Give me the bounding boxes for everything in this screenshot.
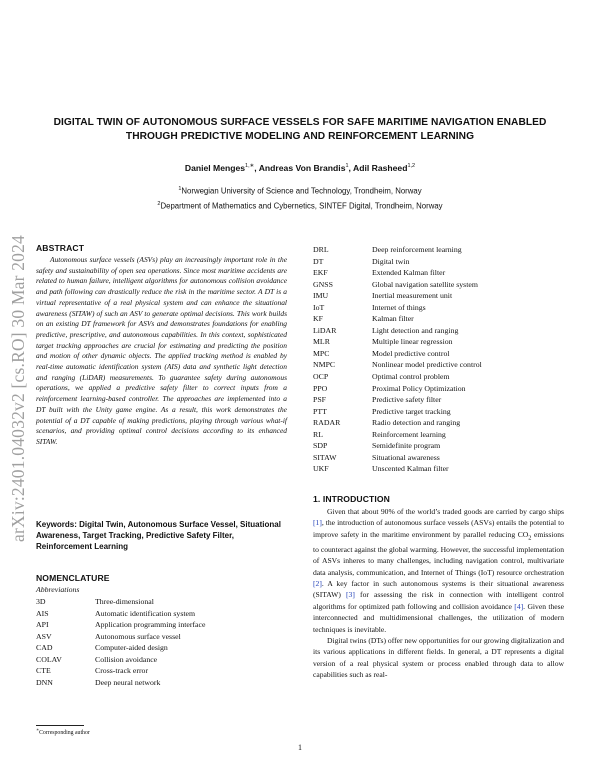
abbreviation-definition: Nonlinear model predictive control	[372, 360, 482, 370]
introduction-heading: 1. INTRODUCTION	[313, 494, 390, 504]
affiliation-text: Norwegian University of Science and Technology, Trondheim, Norway	[181, 186, 422, 196]
abbreviation-definition: Three-dimensional	[95, 597, 154, 606]
abbreviation-definition: Inertial measurement unit	[372, 291, 453, 301]
abbreviation-row	[36, 677, 296, 689]
abbreviation-definition: Digital twin	[372, 256, 410, 266]
abbreviation-row	[36, 665, 296, 677]
abbreviation-term: RADAR	[313, 418, 341, 428]
abbreviation-row	[313, 359, 573, 371]
abbreviation-term: OCP	[313, 372, 329, 382]
abbreviation-row	[313, 279, 573, 291]
abbreviation-term: NMPC	[313, 360, 336, 370]
abbreviation-row	[313, 267, 573, 279]
abbreviation-row	[36, 596, 296, 608]
citation-link[interactable]: [2]	[313, 578, 322, 588]
abbreviation-row	[313, 463, 573, 475]
abbreviation-definition: Predictive target tracking	[372, 406, 451, 416]
abbreviation-list-left	[36, 596, 296, 688]
introduction-paragraph: Digital twins (DTs) offer new opportunities for our growing digitalization and its various applications in different fields. In general, a DT represents a digital version of a real physical system or process enabled through data to allow capabilities such as real-	[313, 635, 564, 680]
abbreviation-term: DRL	[313, 245, 329, 254]
abbreviation-term: DT	[313, 256, 324, 266]
abbreviation-term: DNN	[36, 677, 53, 687]
affiliation-mark: 2	[157, 200, 161, 207]
affiliation-text: Department of Mathematics and Cybernetics, SINTEF Digital, Trondheim, Norway	[160, 201, 443, 211]
abbreviation-term: LiDAR	[313, 325, 337, 335]
abbreviation-term: RL	[313, 429, 323, 439]
abbreviation-term: SDP	[313, 441, 328, 451]
citation-link[interactable]: [4]	[514, 601, 524, 611]
abbreviation-definition: Internet of things	[372, 302, 426, 312]
abbreviation-definition: Predictive safety filter	[372, 395, 442, 405]
author-affiliation-mark: 1	[345, 163, 349, 170]
abbreviation-row	[313, 302, 573, 314]
abbreviation-term: API	[36, 620, 49, 630]
paragraph-text: . Given these interconnected and multidimensional challenges, the utilization of modern techniques is inevitable.	[313, 601, 564, 634]
abbreviation-row	[36, 642, 296, 654]
paragraph-text: , the introduction of autonomous surface vessels (ASVs) entails the potential to improve safety in the maritime environment by parallel reducing CO	[313, 518, 564, 539]
author-separator: ,	[348, 163, 354, 173]
abbreviation-row	[313, 394, 573, 406]
abbreviation-row	[313, 313, 573, 325]
page-number: 1	[298, 743, 302, 752]
abbreviation-term: IMU	[313, 291, 329, 301]
affiliation-list	[30, 183, 570, 212]
introduction-body	[313, 506, 564, 681]
abbreviation-definition: Reinforcement learning	[372, 429, 446, 439]
nomenclature-heading: NOMENCLATURE	[36, 573, 110, 583]
abbreviation-row	[313, 429, 573, 441]
abbreviation-term: COLAV	[36, 654, 62, 664]
abbreviation-row	[313, 348, 573, 360]
footnote-divider	[36, 725, 84, 726]
author-list	[30, 163, 570, 173]
abbreviation-row	[36, 608, 296, 620]
abbreviation-list-right	[313, 244, 573, 475]
abbreviation-term: KF	[313, 314, 323, 324]
abstract-heading: ABSTRACT	[36, 243, 85, 253]
paragraph-text: emissions to counteract against the global warming. However, the successful implementation of ASVs inheres to many challenges, including navigation control, multivariate data analysis, communication, and Internet of Things (IoT) resource orchestration	[313, 529, 564, 577]
abbreviation-definition: Global navigation satellite system	[372, 279, 478, 289]
abbreviation-term: 3D	[36, 597, 46, 606]
paragraph-text: . A key factor in such autonomous systems is their situational awareness (SITAW)	[313, 578, 564, 600]
abbreviation-row	[313, 452, 573, 464]
abbreviation-definition: Proximal Policy Optimization	[372, 383, 466, 393]
abbreviation-definition: Model predictive control	[372, 348, 450, 358]
abbreviation-row	[313, 440, 573, 452]
abbreviation-definition: Collision avoidance	[95, 654, 158, 664]
subscript: 2	[528, 534, 532, 542]
abbreviation-term: EKF	[313, 268, 328, 278]
abbreviation-row	[313, 383, 573, 395]
keywords: Keywords: Digital Twin, Autonomous Surface Vessel, Situational Awareness, Target Tracking, Predictive Safety Filter, Reinforcement Learning	[36, 520, 281, 551]
abbreviation-row	[313, 325, 573, 337]
introduction-paragraph	[313, 506, 564, 635]
arxiv-identifier-text: arXiv:2401.04032v2 [cs.RO] 30 Mar 2024	[7, 234, 28, 542]
author-name: Adil Rasheed	[353, 163, 408, 173]
citation-link[interactable]: [1]	[313, 518, 322, 528]
abbreviation-definition: Computer-aided design	[95, 643, 168, 653]
footnote-text: Corresponding author	[39, 729, 90, 736]
abbreviation-term: SITAW	[313, 452, 337, 462]
abbreviation-definition: Radio detection and ranging	[372, 418, 461, 428]
abbreviation-definition: Unscented Kalman filter	[372, 464, 449, 474]
abbreviation-definition: Deep neural network	[95, 677, 161, 687]
abbreviation-row	[36, 619, 296, 631]
citation-link[interactable]: [3]	[346, 590, 355, 600]
author-name: Daniel Menges	[184, 163, 246, 173]
affiliation-mark: 1	[178, 186, 182, 192]
abbreviation-row	[313, 336, 573, 348]
affiliation-line	[30, 183, 570, 198]
abbreviation-definition: Extended Kalman filter	[372, 268, 446, 278]
abbreviation-term: IoT	[313, 302, 325, 312]
footnote-mark: ∗	[36, 727, 40, 732]
footnote	[36, 727, 90, 736]
abbreviation-definition: Autonomous surface vessel	[95, 631, 181, 641]
abbreviation-definition: Application programming interface	[95, 620, 206, 630]
abbreviation-definition: Deep reinforcement learning	[372, 245, 462, 254]
abbreviation-row	[313, 371, 573, 383]
affiliation-line	[30, 198, 570, 213]
abbreviation-definition: Automatic identification system	[95, 608, 196, 618]
paragraph-text: Given that about 90% of the world’s traded goods are carried by cargo ships	[327, 507, 564, 516]
author-affiliation-mark: 1,∗	[245, 163, 255, 170]
abbreviation-definition: Cross-track error	[95, 666, 149, 676]
abbreviation-row	[313, 244, 573, 256]
abbreviation-row	[313, 406, 573, 418]
abbreviation-term: AIS	[36, 608, 49, 618]
abbreviation-term: CTE	[36, 666, 51, 676]
abbreviation-term: PSF	[313, 395, 327, 405]
author-name: Andreas Von Brandis	[258, 163, 346, 173]
abbreviation-row	[313, 417, 573, 429]
abbreviation-row	[313, 290, 573, 302]
abbreviation-definition: Kalman filter	[372, 314, 414, 324]
abbreviation-definition: Semidefinite program	[372, 441, 441, 451]
paper-title: DIGITAL TWIN OF AUTONOMOUS SURFACE VESSELS FOR SAFE MARITIME NAVIGATION ENABLED THROUGH PREDICTIVE MODELING AND REINFORCEMENT LEARNING	[53, 117, 547, 142]
abbreviation-term: GNSS	[313, 279, 333, 289]
abbreviation-definition: Light detection and ranging	[372, 325, 459, 335]
abbreviation-row	[36, 631, 296, 643]
abbreviation-row	[313, 256, 573, 268]
abbreviation-term: PPO	[313, 383, 328, 393]
abbreviation-definition: Optimal control problem	[372, 372, 450, 382]
abbreviation-definition: Situational awareness	[372, 452, 440, 462]
abbreviation-term: CAD	[36, 643, 53, 653]
abbreviation-term: PTT	[313, 406, 327, 416]
abbreviation-term: MLR	[313, 337, 330, 347]
abbreviation-definition: Multiple linear regression	[372, 337, 453, 347]
paragraph-text: for assessing the risk in connection with intelligent control algorithms for optimized path following and collision avoidance	[313, 590, 564, 611]
abbreviation-term: ASV	[36, 631, 52, 641]
abbreviations-subheading: Abbreviations	[36, 585, 80, 594]
abbreviation-term: UKF	[313, 464, 329, 474]
abbreviation-term: MPC	[313, 348, 330, 358]
author-separator: ,	[254, 163, 259, 173]
author-affiliation-mark: 1,2	[407, 163, 416, 170]
abbreviation-row	[36, 654, 296, 666]
abstract-text: Autonomous surface vessels (ASVs) play an increasingly important role in the safety and sustainability of open sea operations. Since most maritime accidents are related to human failure, intelligent algorithms for autonomous collision avoidance and path following can drastically reduce the risk in the maritime sector. A DT is a virtual representative of a real physical system and can enhance the situational awareness (SITAW) of such an ASV to generate optimal decisions. This work builds on an existing DT framework for ASVs and demonstrates foundations for enabling predictive, prescriptive, and autonomous capabilities. In this context, sophisticated target tracking approaches are crucial for estimating and predicting the position and motion of other dynamic objects. The applied tracking method is enabled by real-time automatic identification system (AIS) data and synthetic light detection and ranging (LiDAR) measurements. To guarantee safety during autonomous operations, we applied a predictive safety filter to correct inputs from a reinforcement learning-based controller. The approaches are implemented into a DT built with the Unity game engine. As a result, this work demonstrates the potential of a DT capable of making predictions, playing through various what-if scenarios, and providing optimal control decisions according to its enhanced SITAW.	[36, 255, 287, 446]
arxiv-identifier-stamp	[7, 160, 29, 616]
